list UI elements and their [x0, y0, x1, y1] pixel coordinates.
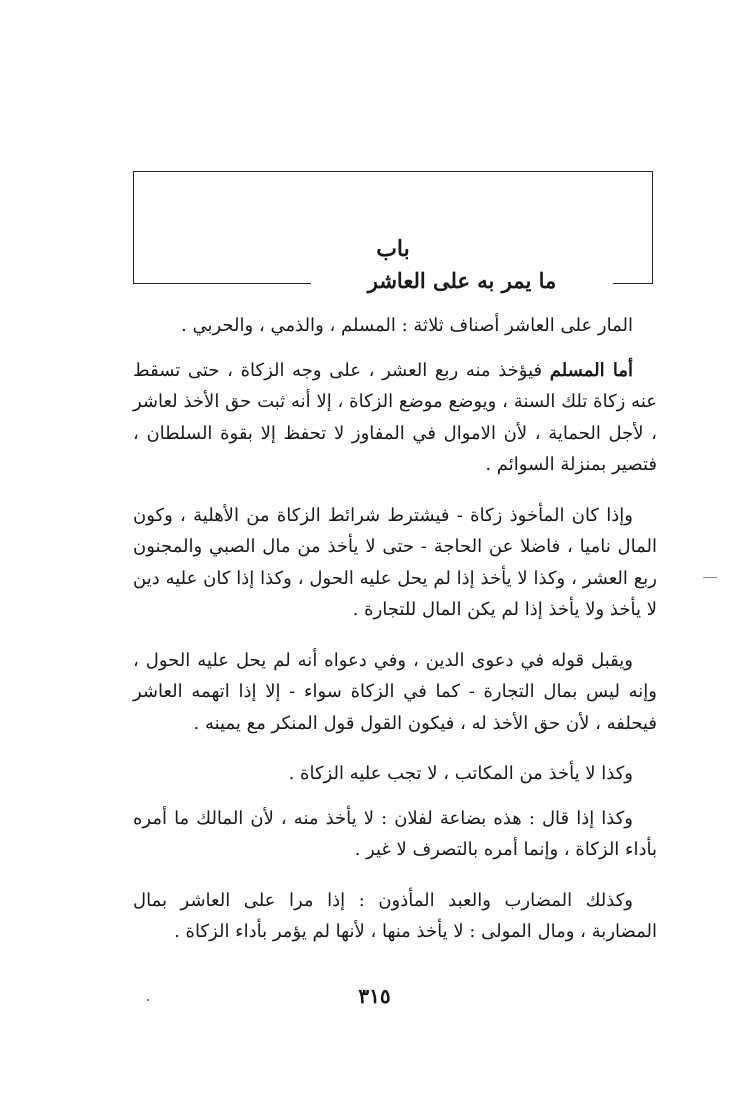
paragraph-2: [133, 355, 657, 481]
paragraph-4-text: ويقبل قوله في دعوى الدين ، وفي دعواه أنه لم يحل عليه الحول ، وإنه ليس بمال التجارة - كما في الزكاة سواء - إلا إذا اتهمه العاشر فيحلفه ، لأن حق الأخذ له ، فيكون القول قول المنكر مع يمينه .: [133, 649, 657, 734]
paragraph-3: [133, 500, 657, 626]
paragraph-2-lead: أما المسلم: [549, 359, 633, 381]
chapter-header-box: [133, 171, 653, 283]
chapter-title: ما يمر به على العاشر: [367, 268, 557, 293]
paragraph-7-text: وكذلك المضارب والعبد المأذون : إذا مرا على العاشر بمال المضاربة ، ومال المولى : لا يأخذ منها ، لأنها لم يؤمر بأداء الزكاة .: [133, 889, 657, 942]
page-number: ٣١٥: [358, 984, 391, 1008]
paragraph-7: [133, 885, 657, 948]
chapter-title-row: [133, 268, 653, 298]
paragraph-6-text: وكذا إذا قال : هذه بضاعة لفلان : لا يأخذ منه ، لأن المالك ما أمره بأداء الزكاة ، وإنما أمره بالتصرف لا غير .: [133, 807, 657, 860]
paragraph-1-text: المار على العاشر أصناف ثلاثة : المسلم ، والذمي ، والحربي .: [181, 315, 633, 336]
margin-mark: [703, 577, 717, 578]
scan-speck: [147, 999, 149, 1001]
paragraph-2-text: فيؤخذ منه ربع العشر ، على وجه الزكاة ، حتى تسقط عنه زكاة تلك السنة ، ويوضع موضع الزكاة ، إلا أنه ثبت حق الأخذ لعاشر ، لأجل الحماية ، لأن الاموال في المفاوز لا تحفظ إلا بقوة السلطان ، فتصير بمنزلة السوائم .: [133, 359, 657, 475]
paragraph-5: [133, 758, 657, 790]
paragraph-6: [133, 803, 657, 866]
chapter-label: باب: [376, 236, 410, 262]
paragraph-1: [133, 310, 657, 342]
paragraph-3-text: وإذا كان المأخوذ زكاة - فيشترط شرائط الزكاة من الأهلية ، وكون المال ناميا ، فاضلا عن الحاجة - حتى لا يأخذ من مال الصبي والمجنون ربع العشر ، وكذا لا يأخذ إذا لم يحل عليه الحول ، وكذا إذا كان عليه دين لا يأخذ ولا يأخذ إذا لم يكن المال للتجارة .: [133, 504, 657, 620]
title-rule-right: [613, 283, 653, 284]
title-rule-left: [133, 283, 311, 284]
paragraph-4: [133, 645, 657, 740]
body-text: [133, 310, 657, 967]
paragraph-5-text: وكذا لا يأخذ من المكاتب ، لا تجب عليه الزكاة .: [288, 763, 633, 784]
